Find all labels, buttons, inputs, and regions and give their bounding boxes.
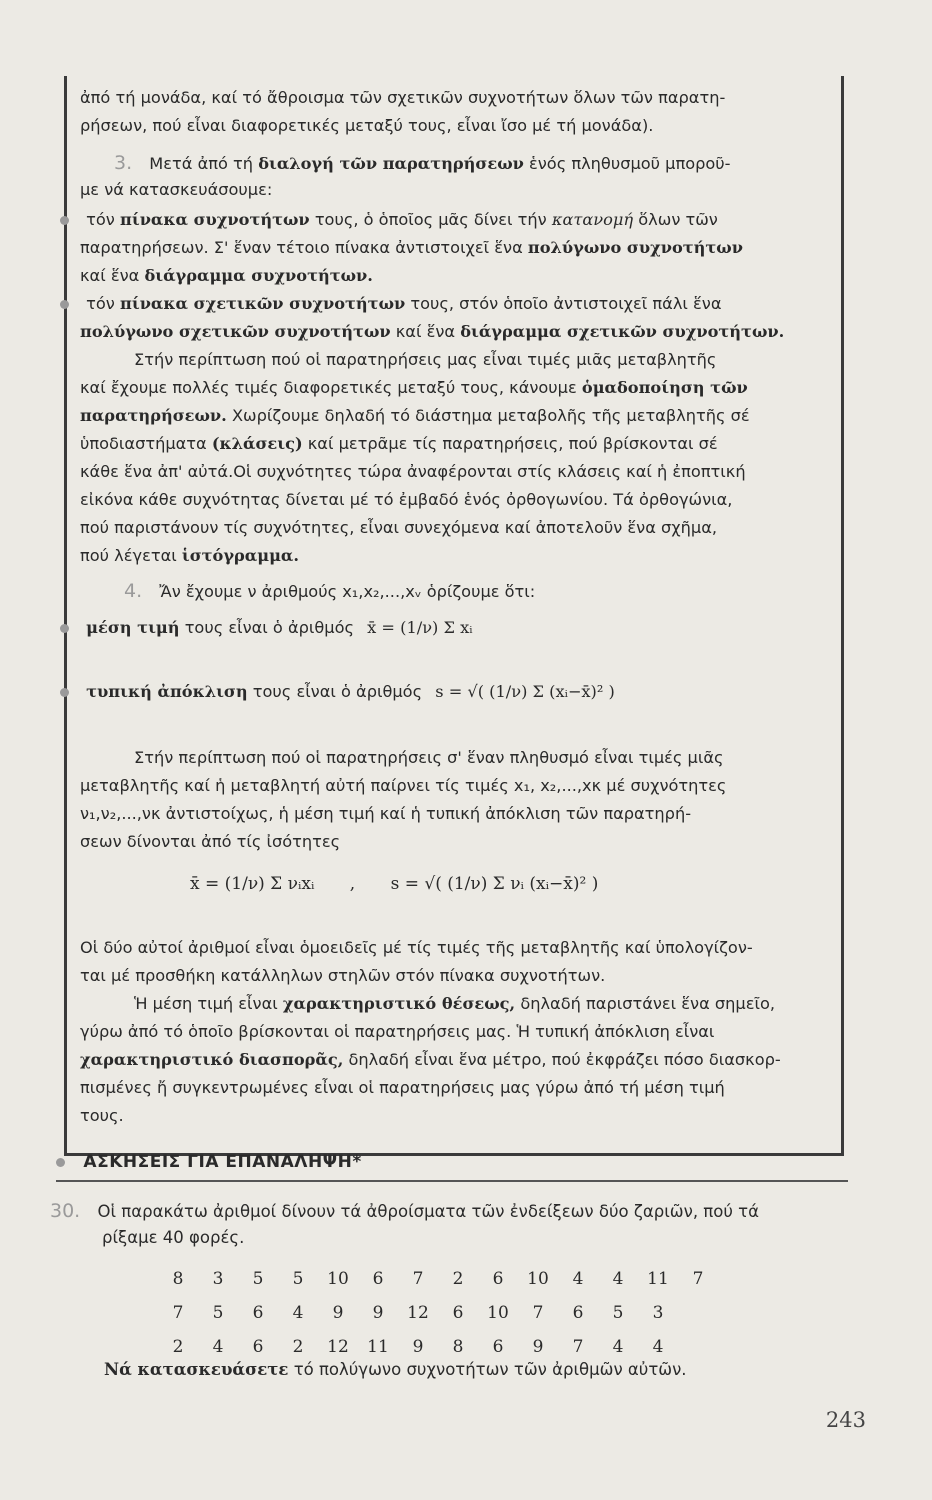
- text: τους, στόν ὁποῖο ἀντιστοιχεῖ πάλι ἕνα: [410, 294, 722, 313]
- grid-cell: 6: [252, 1303, 264, 1323]
- grid-row: [158, 1330, 718, 1364]
- text: τους, ὁ ὁποῖος μᾶς δίνει τήν: [314, 210, 547, 229]
- grid-cell: 5: [612, 1303, 624, 1323]
- grid-cell: 9: [332, 1303, 344, 1323]
- grid-cell: 9: [412, 1337, 424, 1357]
- grouped-formulas: [190, 874, 598, 894]
- grid-cell: 9: [532, 1337, 544, 1357]
- grid-row: [158, 1262, 718, 1296]
- section-4: [124, 580, 535, 602]
- text: σεων δίνονται ἀπό τίς ἰσότητες: [80, 832, 341, 851]
- text: Οἱ παρακάτω ἀριθμοί δίνουν τά ἀθροίσματα τῶν ἐνδείξεων δύο ζαριῶν, πού τά: [97, 1202, 759, 1221]
- text: Στήν περίπτωση πού οἱ παρατηρήσεις σ' ἕναν πληθυσμό εἶναι τιμές μιᾶς: [134, 748, 724, 767]
- grid-cell: 2: [172, 1337, 184, 1357]
- text: ται μέ προσθήκη κατάλληλων στηλῶν στόν πίνακα συχνοτήτων.: [80, 966, 606, 985]
- grid-cell: 5: [212, 1303, 224, 1323]
- text: τους.: [80, 1106, 124, 1125]
- bold-term: χαρακτηριστικό διασπορᾶς,: [80, 1050, 344, 1069]
- bold-term: διάγραμμα σχετικῶν συχνοτήτων.: [460, 322, 785, 341]
- separator: ,: [349, 874, 356, 894]
- bullet-1: [60, 210, 718, 229]
- mean-formula: x̄ = (1/ν) Σ xᵢ: [367, 618, 473, 637]
- text: ρήσεων, πού εἶναι διαφορετικές μεταξύ τους, εἶναι ἴσο μέ τή μονάδα).: [80, 116, 654, 135]
- grid-cell: 12: [327, 1337, 349, 1357]
- text-line: [80, 832, 340, 851]
- text: πού παριστάνουν τίς συχνότητες, εἶναι συνεχόμενα καί ἀποτελοῦν ἕνα σχῆμα,: [80, 518, 718, 537]
- text: τό πολύγωνο συχνοτήτων τῶν ἀριθμῶν αὐτῶν.: [293, 1360, 687, 1379]
- text-line: [80, 546, 299, 565]
- bold-term: Νά κατασκευάσετε: [104, 1360, 289, 1379]
- bold-term: παρατηρήσεων.: [80, 406, 227, 425]
- stddev-definition: [60, 682, 615, 701]
- grid-cell: 9: [372, 1303, 384, 1323]
- exercises-heading: [56, 1152, 362, 1172]
- text: εἰκόνα κάθε συχνότητας δίνεται μέ τό ἐμβαδό ἑνός ὀρθογωνίου. Τά ὀρθογώνια,: [80, 490, 733, 509]
- text-line: [80, 434, 718, 453]
- grid-cell: 7: [172, 1303, 184, 1323]
- bold-term: πίνακα σχετικῶν συχνοτήτων: [120, 294, 406, 313]
- text: μεταβλητῆς καί ἡ μεταβλητή αὐτή παίρνει τίς τιμές x₁, x₂,...,xκ μέ συχνότητες: [80, 776, 727, 795]
- text: καί μετρᾶμε τίς παρατηρήσεις, πού βρίσκονται σέ: [307, 434, 718, 453]
- grid-cell: 10: [487, 1303, 509, 1323]
- bold-term: ὁμαδοποίηση τῶν: [581, 378, 748, 397]
- text: Ἡ μέση τιμή εἶναι: [134, 994, 278, 1013]
- text-line: [80, 1078, 725, 1097]
- grid-cell: 4: [612, 1337, 624, 1357]
- bold-term: πίνακα συχνοτήτων: [120, 210, 310, 229]
- text: τους εἶναι ὁ ἀριθμός: [252, 682, 423, 701]
- bullet-dot-icon: [60, 216, 69, 225]
- text: τους εἶναι ὁ ἀριθμός: [184, 618, 354, 637]
- heading-text: ΑΣΚΗΣΕΙΣ ΓΙΑ ΕΠΑΝΑΛΗΨΗ*: [83, 1152, 362, 1172]
- grid-row: [158, 1296, 718, 1330]
- text-line: [80, 88, 725, 107]
- bold-term: χαρακτηριστικό θέσεως,: [282, 994, 516, 1013]
- grid-cell: 10: [327, 1269, 349, 1289]
- grid-cell: 6: [492, 1269, 504, 1289]
- text: δηλαδή παριστάνει ἕνα σημεῖο,: [520, 994, 775, 1013]
- text-line: [80, 462, 746, 481]
- text-line: [80, 804, 691, 823]
- grid-cell: 4: [572, 1269, 584, 1289]
- text: τόν: [86, 294, 115, 313]
- text-line: [80, 406, 750, 425]
- exercise-task: [104, 1360, 687, 1379]
- grid-cell: 5: [292, 1269, 304, 1289]
- grid-cell: 11: [647, 1269, 669, 1289]
- text-line: [80, 322, 784, 341]
- text-line: [80, 1050, 781, 1069]
- bullet-dot-icon: [60, 624, 69, 633]
- divider: [56, 1180, 848, 1182]
- text-line: [80, 938, 753, 957]
- grid-cell: 4: [212, 1337, 224, 1357]
- text: γύρω ἀπό τό ὁποῖο βρίσκονται οἱ παρατηρήσεις μας. Ἡ τυπική ἀπόκλιση εἶναι: [80, 1022, 715, 1041]
- dice-sums-grid: [158, 1262, 718, 1364]
- text: ὅλων τῶν: [638, 210, 718, 229]
- mean-definition: [60, 618, 473, 637]
- page-number: 243: [825, 1408, 866, 1432]
- text-line: [80, 518, 717, 537]
- section-number: 3.: [114, 152, 133, 174]
- grid-cell: 6: [252, 1337, 264, 1357]
- bullet-dot-icon: [60, 688, 69, 697]
- text: καί ἕνα: [80, 266, 140, 285]
- text-line: [80, 180, 272, 199]
- text-line: [80, 776, 726, 795]
- bold-term: τυπική ἀπόκλιση: [86, 682, 248, 701]
- grid-cell: 6: [492, 1337, 504, 1357]
- grid-cell: 2: [452, 1269, 464, 1289]
- grid-cell: 11: [367, 1337, 389, 1357]
- bullet-dot-icon: [56, 1158, 65, 1167]
- text-line: [80, 490, 732, 509]
- text: με νά κατασκευάσουμε:: [80, 180, 273, 199]
- bullet-2: [60, 294, 722, 313]
- text: καί ἔχουμε πολλές τιμές διαφορετικές μεταξύ τους, κάνουμε: [80, 378, 577, 397]
- bullet-dot-icon: [60, 300, 69, 309]
- section-3: [114, 152, 731, 174]
- text: δηλαδή εἶναι ἕνα μέτρο, πού ἐκφράζει πόσο διασκορ-: [348, 1050, 781, 1069]
- stddev-formula: s = √( (1/ν) Σ (xᵢ−x̄)² ): [435, 682, 615, 701]
- text-line: [134, 350, 716, 369]
- text: ὑποδιαστήματα: [80, 434, 207, 453]
- text-line: [80, 1022, 714, 1041]
- grid-cell: 2: [292, 1337, 304, 1357]
- text-line: [102, 1228, 244, 1247]
- grid-cell: 7: [412, 1269, 424, 1289]
- grid-cell: 7: [532, 1303, 544, 1323]
- bold-term: ἱστόγραμμα.: [181, 546, 300, 565]
- text: πισμένες ἤ συγκεντρωμένες εἶναι οἱ παρατηρήσεις μας γύρω ἀπό τή μέση τιμή: [80, 1078, 725, 1097]
- grid-cell: 3: [652, 1303, 664, 1323]
- section-number: 4.: [124, 580, 143, 602]
- text: Στήν περίπτωση πού οἱ παρατηρήσεις μας εἶναι τιμές μιᾶς μεταβλητῆς: [134, 350, 717, 369]
- text-line: [134, 994, 775, 1013]
- grid-cell: 10: [527, 1269, 549, 1289]
- grouped-stddev-formula: s = √( (1/ν) Σ νᵢ (xᵢ−x̄)² ): [390, 874, 599, 894]
- text-line: [80, 966, 605, 985]
- grid-cell: 6: [572, 1303, 584, 1323]
- text-line: [50, 1200, 759, 1222]
- bold-term: (κλάσεις): [211, 434, 303, 453]
- text-line: [80, 1106, 124, 1125]
- bold-term: πολύγωνο σχετικῶν συχνοτήτων: [80, 322, 391, 341]
- text-line: [80, 378, 748, 397]
- grid-cell: 3: [212, 1269, 224, 1289]
- grouped-mean-formula: x̄ = (1/ν) Σ νᵢxᵢ: [190, 874, 315, 894]
- grid-cell: 7: [572, 1337, 584, 1357]
- grid-cell: 4: [652, 1337, 664, 1357]
- text: Ἄν ἔχουμε ν ἀριθμούς x₁,x₂,...,xᵥ ὁρίζουμε ὅτι:: [159, 582, 536, 601]
- grid-cell: 7: [692, 1269, 704, 1289]
- italic-term: κατανομή: [551, 210, 634, 229]
- text: παρατηρήσεων. Σ' ἕναν τέτοιο πίνακα ἀντιστοιχεῖ ἕνα: [80, 238, 523, 257]
- text: κάθε ἕνα ἀπ' αὐτά.Οἱ συχνότητες τώρα ἀναφέρονται στίς κλάσεις καί ἡ ἐποπτική: [80, 462, 746, 481]
- text: πού λέγεται: [80, 546, 177, 565]
- text: ρίξαμε 40 φορές.: [102, 1228, 245, 1247]
- grid-cell: 8: [172, 1269, 184, 1289]
- bold-term: μέση τιμή: [86, 618, 180, 637]
- text: καί ἕνα: [395, 322, 456, 341]
- text: ν₁,ν₂,...,νκ ἀντιστοίχως, ἡ μέση τιμή καί ἡ τυπική ἀπόκλιση τῶν παρατηρή-: [80, 804, 692, 823]
- text-line: [134, 748, 724, 767]
- grid-cell: 12: [407, 1303, 429, 1323]
- bold-term: πολύγωνο συχνοτήτων: [527, 238, 743, 257]
- grid-cell: 6: [372, 1269, 384, 1289]
- text-line: [80, 238, 743, 257]
- exercise-number: 30.: [50, 1200, 81, 1222]
- text: τόν: [86, 210, 115, 229]
- grid-cell: 6: [452, 1303, 464, 1323]
- grid-cell: 4: [612, 1269, 624, 1289]
- text-line: [80, 116, 653, 135]
- grid-cell: 4: [292, 1303, 304, 1323]
- bold-term: διαλογή τῶν παρατηρήσεων: [258, 154, 524, 173]
- bold-term: διάγραμμα συχνοτήτων.: [144, 266, 373, 285]
- text: Χωρίζουμε δηλαδή τό διάστημα μεταβολῆς τῆς μεταβλητῆς σέ: [231, 406, 750, 425]
- text: ἀπό τή μονάδα, καί τό ἄθροισμα τῶν σχετικῶν συχνοτήτων ὅλων τῶν παρατη-: [80, 88, 726, 107]
- grid-cell: 5: [252, 1269, 264, 1289]
- text: Οἱ δύο αὐτοί ἀριθμοί εἶναι ὁμοειδεῖς μέ τίς τιμές τῆς μεταβλητῆς καί ὑπολογίζον-: [80, 938, 753, 957]
- grid-cell: 8: [452, 1337, 464, 1357]
- text: Μετά ἀπό τή: [149, 154, 254, 173]
- text-line: [80, 266, 373, 285]
- text: ἑνός πληθυσμοῦ μποροῦ-: [529, 154, 731, 173]
